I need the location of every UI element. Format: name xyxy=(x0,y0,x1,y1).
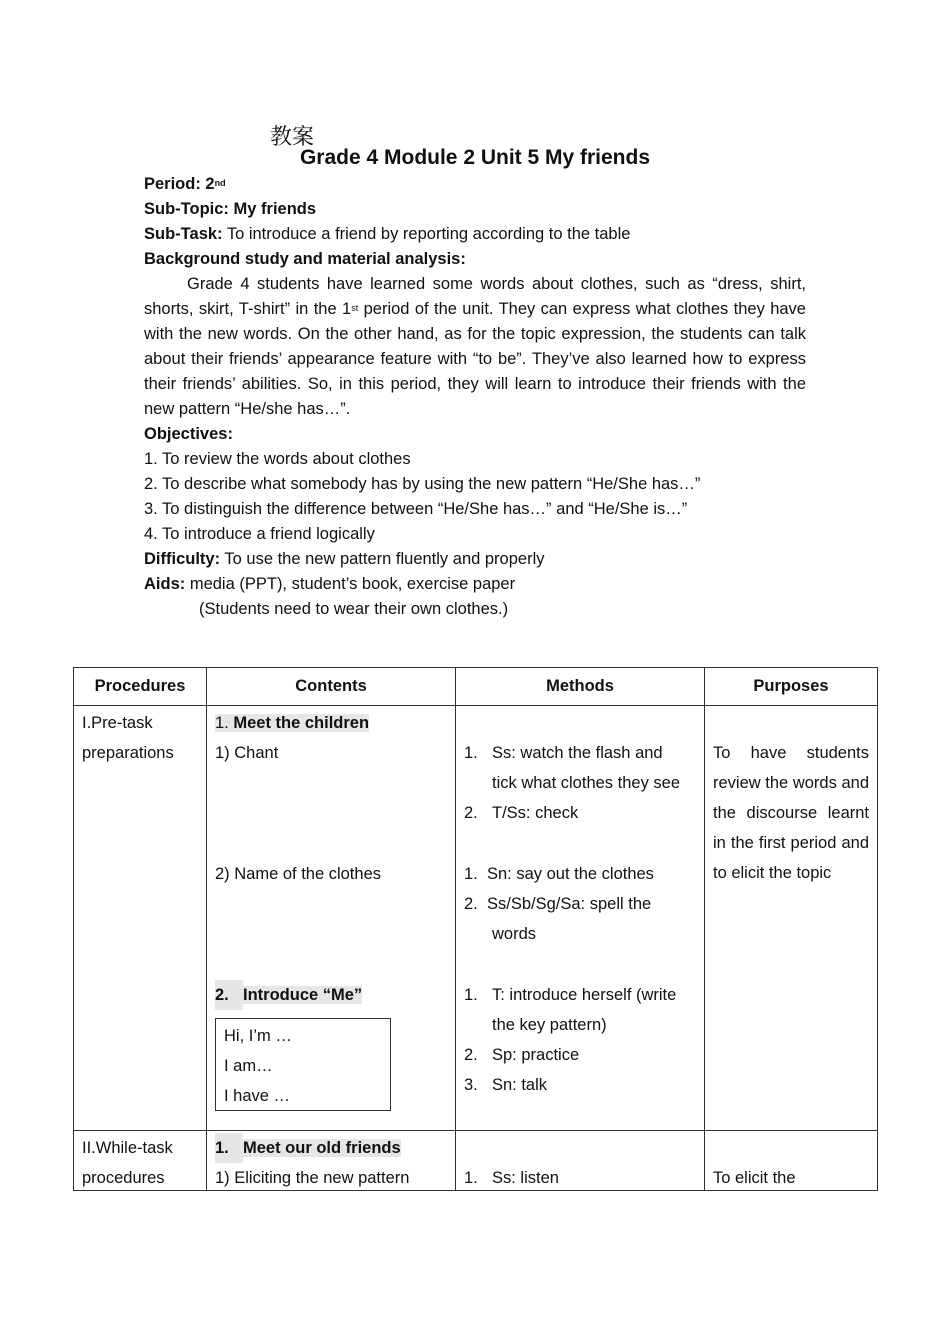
header-purposes: Purposes xyxy=(705,668,878,706)
content-heading-text: Meet our old friends xyxy=(243,1139,401,1157)
method-number: 2. xyxy=(464,895,478,913)
method-item xyxy=(464,1040,579,1070)
content-item: 1) Eliciting the new pattern xyxy=(215,1169,410,1187)
table-row xyxy=(74,706,878,1131)
period-label: Period: 2 xyxy=(144,175,215,193)
subtopic-label: Sub-Topic: xyxy=(144,200,229,218)
content-heading-number: 1. xyxy=(215,1133,243,1163)
difficulty-value: To use the new pattern fluently and properly xyxy=(220,550,545,568)
procedure-line: II.While-task xyxy=(82,1139,173,1157)
document-title: Grade 4 Module 2 Unit 5 My friends xyxy=(299,146,651,169)
subtask-label: Sub-Task: xyxy=(144,225,223,243)
content-item: 2) Name of the clothes xyxy=(215,865,381,883)
procedures-table xyxy=(73,667,878,1191)
background-label: Background study and material analysis: xyxy=(144,250,466,268)
methods-cell xyxy=(456,1131,705,1191)
key-pattern-line: I have … xyxy=(224,1087,291,1105)
content-heading-number: 2. xyxy=(215,980,243,1010)
methods-cell xyxy=(456,706,705,1131)
subtask-line xyxy=(144,222,806,247)
contents-cell xyxy=(207,1131,456,1191)
method-number: 1. xyxy=(464,1169,478,1187)
background-sup: st xyxy=(351,303,359,313)
method-item xyxy=(464,738,663,768)
method-item xyxy=(464,768,680,798)
method-text: words xyxy=(492,925,537,943)
purposes-cell xyxy=(705,1131,878,1191)
method-text: T: introduce herself (write xyxy=(492,986,677,1004)
method-text: Sn: say out the clothes xyxy=(487,865,654,883)
key-pattern-line: I am… xyxy=(224,1057,273,1075)
method-text: Sn: talk xyxy=(492,1076,548,1094)
background-text-1: Grade 4 students have learned some words about clothes, such as “dress, shirt, shorts, skirt, T-shirt” in the 1 xyxy=(144,275,806,318)
header-contents: Contents xyxy=(207,668,456,706)
purpose-text: To elicit the xyxy=(713,1169,796,1187)
table-header-row xyxy=(74,668,878,706)
difficulty-label: Difficulty: xyxy=(144,550,221,568)
method-number: 2. xyxy=(464,1046,478,1064)
procedure-cell xyxy=(74,1131,207,1191)
background-text-2: period of the unit. They can express what clothes they have with the new words. On the other hand, as for the topic expression, the students can talk about their friends’ appearance feature with “to be”. They’ve also learned how to express their friends’ abilities. So, in this period, they will learn to introduce their friends with the new pattern “He/she has…”. xyxy=(144,300,806,418)
method-text: Ss/Sb/Sg/Sa: spell the xyxy=(487,895,652,913)
aids-line xyxy=(144,572,806,597)
method-text: Ss: watch the flash and xyxy=(492,744,663,762)
chinese-title: 教案 xyxy=(270,125,315,150)
aids-label: Aids: xyxy=(144,575,186,593)
content-heading-text: Introduce “Me” xyxy=(243,986,363,1004)
aids-note: (Students need to wear their own clothes.) xyxy=(199,600,509,618)
procedure-line: preparations xyxy=(82,744,174,762)
objective-item: 2. To describe what somebody has by using the new pattern “He/She has…” xyxy=(144,475,701,493)
method-text: Sp: practice xyxy=(492,1046,580,1064)
period-line xyxy=(144,172,806,197)
method-item xyxy=(464,1070,547,1100)
method-item xyxy=(464,889,651,919)
table-row xyxy=(74,1131,878,1191)
key-pattern-line: Hi, I’m … xyxy=(224,1027,292,1045)
period-sup: nd xyxy=(214,178,226,188)
objective-item: 1. To review the words about clothes xyxy=(144,450,411,468)
content-heading xyxy=(215,1133,401,1163)
method-text: tick what clothes they see xyxy=(492,774,681,792)
lesson-header xyxy=(144,172,806,622)
content-heading-number: 1. xyxy=(215,714,229,732)
method-item xyxy=(464,1010,607,1040)
content-heading xyxy=(215,980,362,1010)
subtopic-line xyxy=(144,197,806,222)
objective-item: 3. To distinguish the difference between “He/She has…” and “He/She is…” xyxy=(144,500,688,518)
method-number: 1. xyxy=(464,744,478,762)
difficulty-line xyxy=(144,547,806,572)
aids-value: media (PPT), student’s book, exercise paper xyxy=(185,575,516,593)
purposes-cell xyxy=(705,706,878,1131)
content-heading xyxy=(215,708,369,738)
background-paragraph xyxy=(144,272,806,422)
contents-cell xyxy=(207,706,456,1131)
content-item: 1) Chant xyxy=(215,744,279,762)
header-procedures: Procedures xyxy=(74,668,207,706)
subtopic-value: My friends xyxy=(228,200,317,218)
method-text: the key pattern) xyxy=(492,1016,607,1034)
objectives-label: Objectives: xyxy=(144,425,233,443)
subtask-value: To introduce a friend by reporting according to the table xyxy=(222,225,631,243)
header-methods: Methods xyxy=(456,668,705,706)
method-number: 1. xyxy=(464,865,478,883)
key-pattern-box xyxy=(215,1018,391,1111)
method-number: 1. xyxy=(464,986,478,1004)
method-text: Ss: listen xyxy=(492,1169,559,1187)
procedure-line: I.Pre-task xyxy=(82,714,153,732)
procedure-line: procedures xyxy=(82,1169,165,1187)
procedure-cell xyxy=(74,706,207,1131)
content-heading-text: Meet the children xyxy=(228,714,370,732)
objective-item: 4. To introduce a friend logically xyxy=(144,525,375,543)
method-number: 3. xyxy=(464,1076,478,1094)
method-number: 2. xyxy=(464,804,478,822)
method-item xyxy=(464,859,654,889)
purpose-text: To have students review the words and the discourse learnt in the first period and to elicit the topic xyxy=(713,744,869,882)
method-item xyxy=(464,798,578,828)
method-text: T/Ss: check xyxy=(492,804,579,822)
method-item xyxy=(464,919,536,949)
method-item xyxy=(464,1163,559,1193)
method-item xyxy=(464,980,676,1010)
